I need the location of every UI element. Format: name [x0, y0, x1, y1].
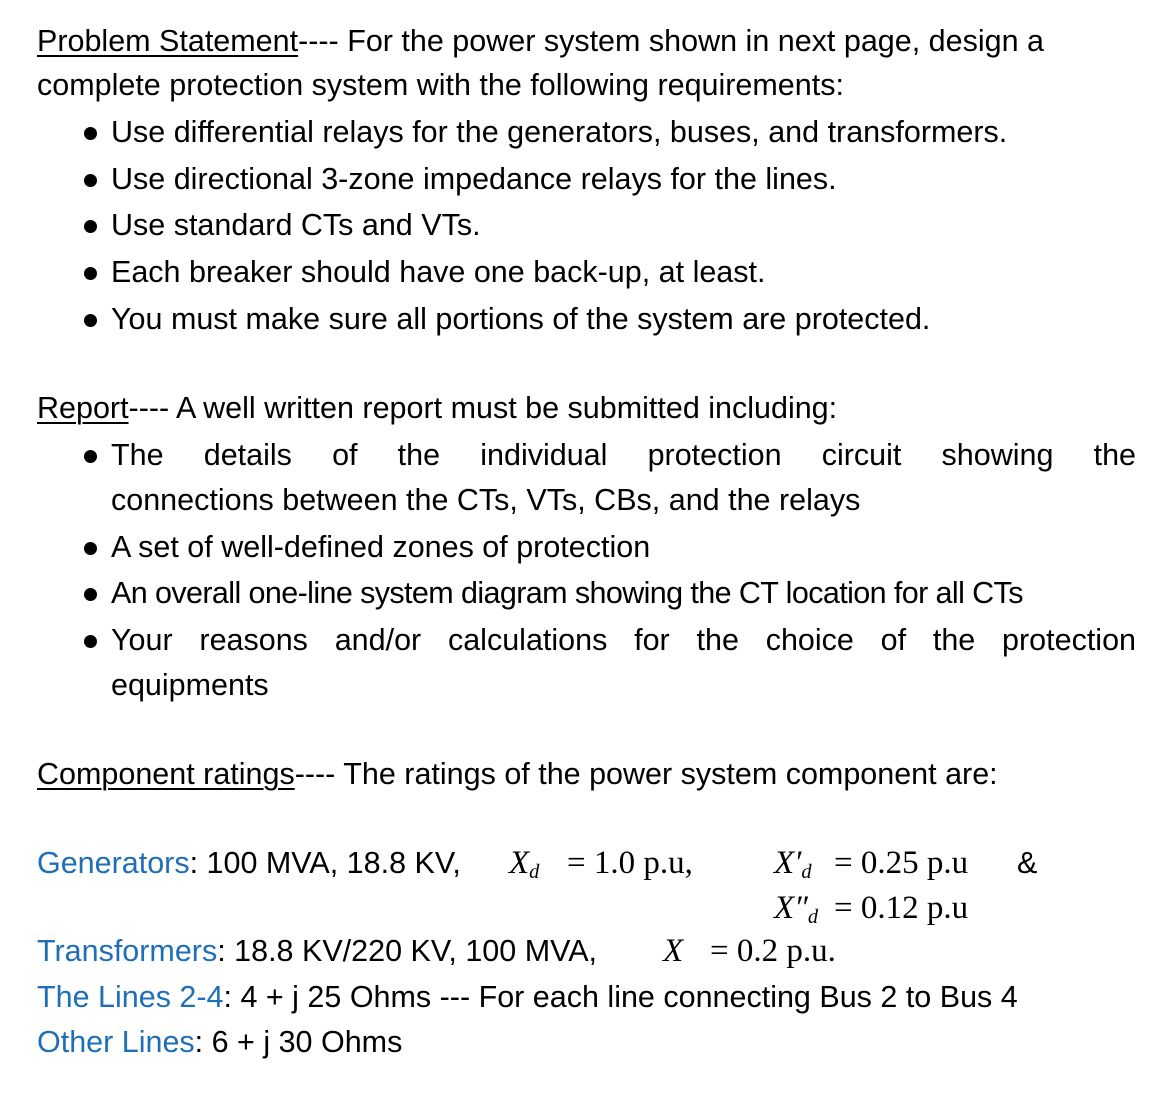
lines-2-4-line [37, 977, 1018, 1017]
report-sep: ---- [128, 391, 170, 425]
generators-line [37, 843, 461, 883]
requirement-item-4: Each breaker should have one back-up, at least. [111, 255, 766, 289]
requirement-item-1: Use differential relays for the generators, buses, and transformers. [111, 115, 1008, 149]
generators-xdpp [774, 888, 818, 937]
xd-symbol: X [509, 845, 530, 881]
other-lines-label: Other Lines [37, 1025, 195, 1059]
report-item-1-line2: connections between the CTs, VTs, CBs, and the relays [111, 483, 861, 517]
report-intro-line [37, 388, 1137, 428]
other-lines-line [37, 1022, 402, 1062]
ratings-sep: ---- [294, 757, 336, 791]
requirement-item-2: Use directional 3-zone impedance relays for the lines. [111, 162, 837, 196]
xd-subscript: d [529, 861, 540, 884]
xdp-symbol: X′ [774, 845, 802, 881]
xdp-subscript: d [801, 861, 812, 884]
generators-ampersand: & [1017, 846, 1038, 880]
problem-heading: Problem Statement [37, 24, 299, 58]
requirement-item-5: You must make sure all portions of the system are protected. [111, 302, 931, 336]
transformers-text: : 18.8 KV/220 KV, 100 MVA, [217, 934, 598, 968]
transformers-x-value: = 0.2 p.u. [710, 933, 836, 969]
xdpp-subscript: d [807, 906, 819, 929]
report-item-4-line1: Your reasons and/or calculations for the choice of the protection [111, 623, 1136, 657]
report-item-2: A set of well-defined zones of protection [111, 530, 651, 564]
bullet-icon [84, 174, 97, 187]
xdpp-symbol: X″ [774, 890, 808, 926]
report-item-1-line1: The details of the individual protection circuit showing the [111, 438, 1136, 472]
ratings-text: The ratings of the power system component are: [335, 757, 998, 791]
ratings-heading: Component ratings [37, 757, 295, 791]
generators-xdp-value: = 0.25 p.u [834, 845, 969, 881]
report-text: A well written report must be submitted including: [169, 391, 838, 425]
bullet-icon [84, 127, 97, 140]
transformers-x-symbol: X [663, 933, 684, 969]
generators-label: Generators [37, 846, 190, 880]
bullet-icon [84, 635, 97, 648]
lines-2-4-label: The Lines 2-4 [37, 980, 224, 1014]
other-lines-text: : 6 + j 30 Ohms [194, 1025, 403, 1059]
bullet-icon [84, 542, 97, 555]
problem-intro-line1 [37, 21, 1137, 61]
bullet-icon [84, 450, 97, 463]
report-item-3: An overall one-line system diagram showing the CT location for all CTs [111, 576, 1023, 610]
bullet-icon [84, 267, 97, 280]
transformers-line [37, 931, 597, 971]
bullet-icon [84, 220, 97, 233]
lines-2-4-text: : 4 + j 25 Ohms --- For each line connecting Bus 2 to Bus 4 [223, 980, 1018, 1014]
problem-intro-line2: complete protection system with the following requirements: [37, 68, 844, 102]
report-item-4-line2: equipments [111, 668, 269, 702]
problem-sep: ---- [298, 24, 339, 58]
generators-xdpp-value: = 0.12 p.u [834, 890, 969, 926]
generators-xd-value: = 1.0 p.u, [567, 845, 693, 881]
requirement-item-3: Use standard CTs and VTs. [111, 208, 481, 242]
generators-xd [509, 843, 539, 892]
bullet-icon [84, 588, 97, 601]
generators-text: : 100 MVA, 18.8 KV, [189, 846, 461, 880]
generators-xdp [774, 843, 812, 892]
bullet-icon [84, 314, 97, 327]
problem-text1: For the power system shown in next page, design a [338, 24, 1044, 58]
transformers-label: Transformers [37, 934, 218, 968]
ratings-intro-line [37, 754, 1137, 794]
report-heading: Report [37, 391, 129, 425]
